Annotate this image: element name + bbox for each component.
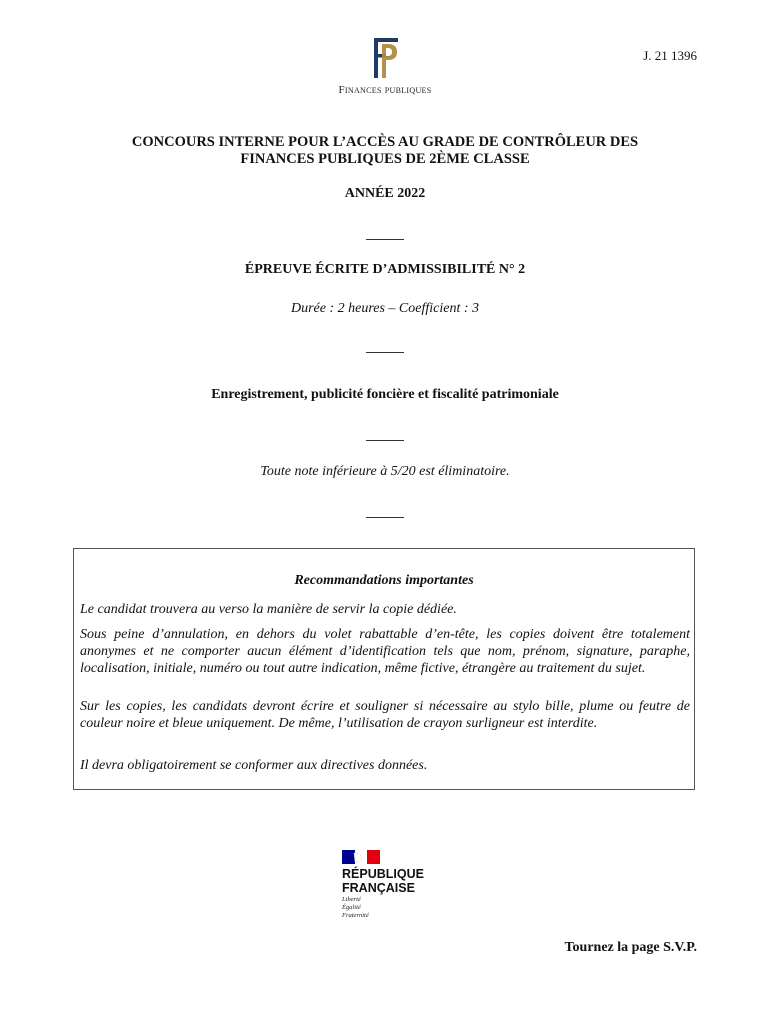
exam-year: ANNÉE 2022 — [344, 186, 426, 201]
finances-publiques-logo — [312, 34, 458, 104]
exam-title-line-1: CONCOURS INTERNE POUR L’ACCÈS AU GRADE DE CONTRÔLEUR DES — [131, 134, 639, 150]
exam-title-line-2: FINANCES PUBLIQUES DE 2ÈME CLASSE — [240, 151, 530, 167]
motto-egalite: Égalité — [342, 904, 361, 911]
motto-fraternite: Fraternité — [342, 912, 369, 919]
recommendation-paragraph: Il devra obligatoirement se conformer aux directives données. — [80, 758, 428, 773]
recommendations-box — [73, 548, 695, 790]
marianne-flag-icon — [342, 850, 380, 864]
republique-francaise-logo — [342, 850, 426, 930]
rf-line-1: RÉPUBLIQUE — [342, 867, 424, 881]
recommendations-title: Recommandations importantes — [294, 573, 474, 588]
epreuve-heading: ÉPREUVE ÉCRITE D’ADMISSIBILITÉ N° 2 — [244, 262, 526, 277]
rf-motto — [342, 896, 369, 920]
turn-page-note: Tournez la page S.V.P. — [564, 940, 697, 955]
logo-label: Finances publiques — [338, 84, 432, 96]
exam-title — [0, 134, 770, 168]
divider — [366, 239, 404, 240]
divider — [366, 352, 404, 353]
motto-liberte: Liberté — [342, 896, 361, 903]
recommendation-paragraph: Sur les copies, les candidats devront écrire et souligner si nécessaire au stylo bille, plume ou feutre de couleur noire et bleue uniquement. De même, l’utilisation de crayon surligneur est interdite. — [80, 699, 690, 731]
divider — [366, 440, 404, 441]
republique-francaise-text — [342, 867, 424, 895]
recommendation-paragraph: Le candidat trouvera au verso la manière de servir la copie dédiée. — [80, 602, 457, 617]
elimination-note: Toute note inférieure à 5/20 est éliminatoire. — [260, 464, 510, 479]
document-reference: J. 21 1396 — [643, 48, 697, 63]
divider — [366, 517, 404, 518]
exam-subject: Enregistrement, publicité foncière et fiscalité patrimoniale — [211, 387, 559, 402]
duration-coefficient: Durée : 2 heures – Coefficient : 3 — [290, 301, 480, 316]
fp-monogram-icon — [364, 34, 404, 82]
recommendation-paragraph: Sous peine d’annulation, en dehors du volet rabattable d’en-tête, les copies doivent être totalement anonymes et ne comporter aucun élément d’identification tels que nom, prénom, signature, paraphe, localisation, initiale, numéro ou tout autre indication, même fictive, étrangère au traitement du sujet. — [80, 627, 690, 676]
rf-line-2: FRANÇAISE — [342, 881, 415, 895]
